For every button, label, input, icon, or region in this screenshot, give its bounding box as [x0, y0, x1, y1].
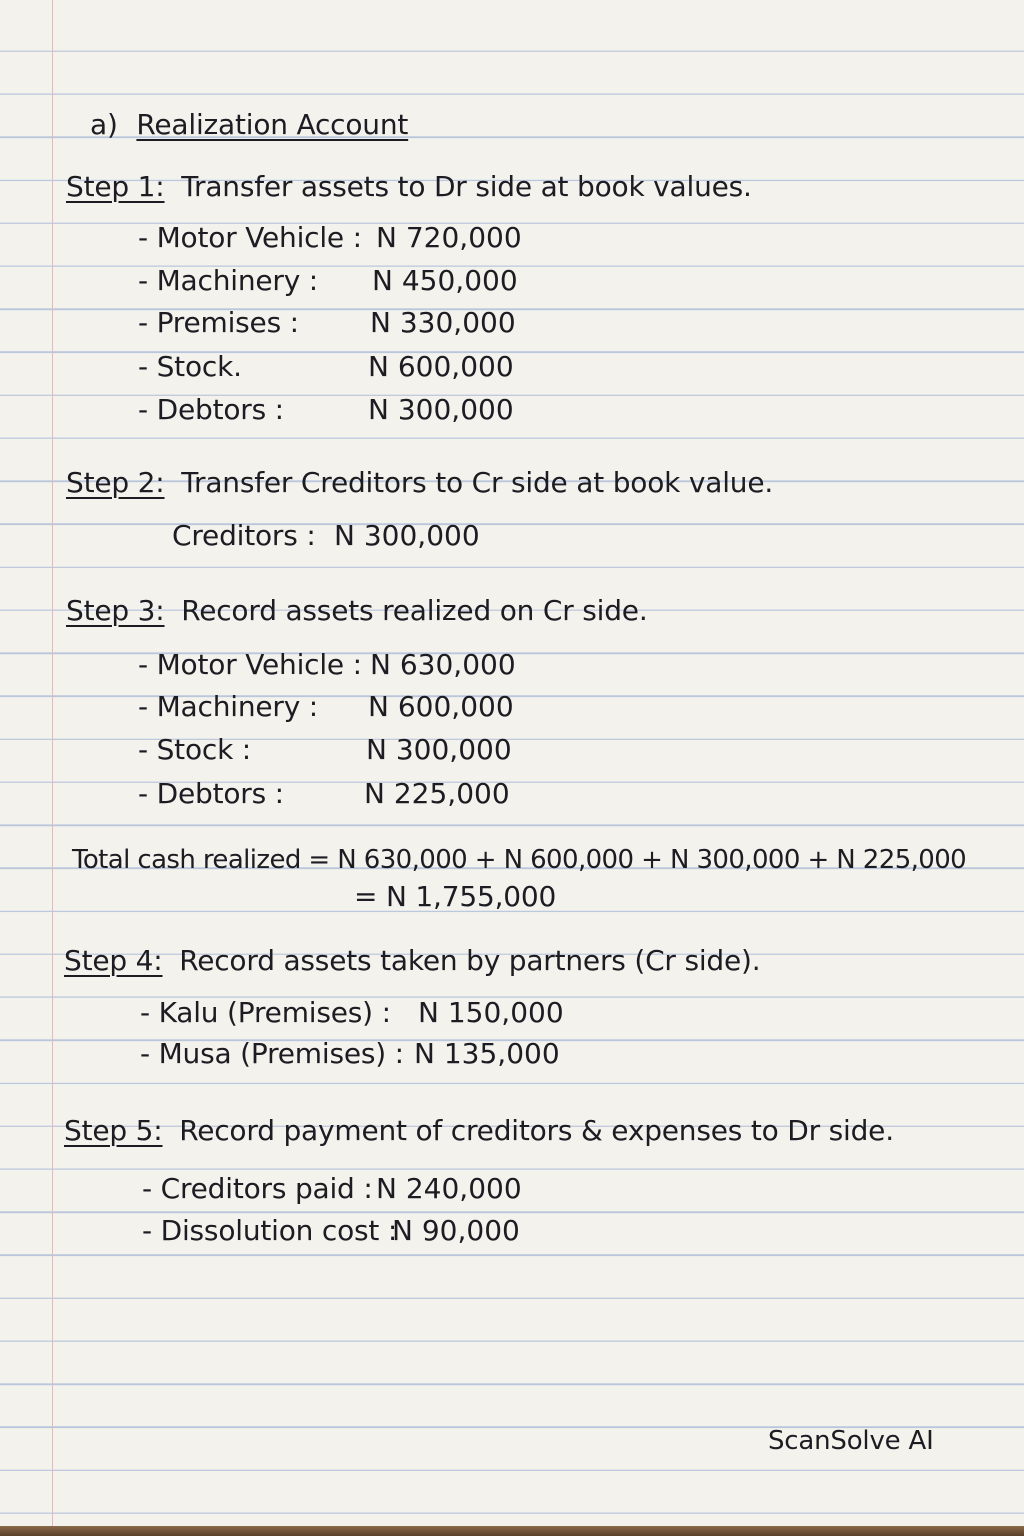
step4-label: Step 4: — [64, 944, 163, 977]
step1-item-name: - Premises : — [138, 306, 299, 339]
step1-item-name: - Machinery : — [138, 264, 319, 297]
step4-heading — [64, 944, 760, 978]
part-prefix: a) — [90, 108, 118, 141]
step2-heading — [66, 466, 773, 500]
step1-heading — [66, 170, 752, 204]
step1-text: Transfer assets to Dr side at book values. — [181, 170, 752, 203]
step5-label: Step 5: — [64, 1114, 163, 1147]
step3-item-name: - Machinery : — [138, 690, 319, 723]
step2-item-amount: N 300,000 — [334, 519, 480, 552]
desk-edge — [0, 1526, 1024, 1536]
part-heading — [90, 108, 408, 142]
step1-item-amount: N 720,000 — [376, 221, 522, 254]
step5-item-name: - Dissolution cost : — [142, 1214, 398, 1247]
step1-item-name: - Motor Vehicle : — [138, 221, 362, 254]
step3-item-amount: N 630,000 — [370, 648, 516, 681]
step5-heading — [64, 1114, 894, 1148]
step4-item-amount: N 150,000 — [418, 996, 564, 1029]
step4-item-name: - Musa (Premises) : — [140, 1037, 404, 1070]
step2-label: Step 2: — [66, 466, 165, 499]
step4-item-amount: N 135,000 — [414, 1037, 560, 1070]
brand-signature: ScanSolve AI — [768, 1426, 934, 1456]
step3-item-name: - Stock : — [138, 733, 252, 766]
step4-item-name: - Kalu (Premises) : — [140, 996, 391, 1029]
step5-item-name: - Creditors paid : — [142, 1172, 373, 1205]
step1-item-amount: N 330,000 — [370, 306, 516, 339]
step1-item-amount: N 600,000 — [368, 350, 514, 383]
step2-item-name: Creditors : — [172, 519, 316, 552]
part-title: Realization Account — [136, 108, 409, 141]
step3-item-name: - Debtors : — [138, 777, 284, 810]
total-cash-line: Total cash realized = N 630,000 + N 600,000 + N 300,000 + N 225,000 — [72, 845, 967, 875]
total-cash-result: = N 1,755,000 — [354, 880, 557, 913]
step5-item-amount: N 240,000 — [376, 1172, 522, 1205]
step5-text: Record payment of creditors & expenses to Dr side. — [179, 1114, 894, 1147]
step1-item-amount: N 300,000 — [368, 393, 514, 426]
margin-line — [52, 0, 53, 1536]
step1-item-name: - Debtors : — [138, 393, 284, 426]
step1-item-name: - Stock. — [138, 350, 242, 383]
step3-item-amount: N 300,000 — [366, 733, 512, 766]
step1-label: Step 1: — [66, 170, 165, 203]
step3-item-amount: N 225,000 — [364, 777, 510, 810]
step3-text: Record assets realized on Cr side. — [181, 594, 648, 627]
step2-text: Transfer Creditors to Cr side at book value. — [181, 466, 774, 499]
step4-text: Record assets taken by partners (Cr side). — [179, 944, 761, 977]
step5-item-amount: N 90,000 — [392, 1214, 520, 1247]
step3-item-amount: N 600,000 — [368, 690, 514, 723]
step3-label: Step 3: — [66, 594, 165, 627]
step1-item-amount: N 450,000 — [372, 264, 518, 297]
step3-item-name: - Motor Vehicle : — [138, 648, 362, 681]
step3-heading — [66, 594, 648, 628]
